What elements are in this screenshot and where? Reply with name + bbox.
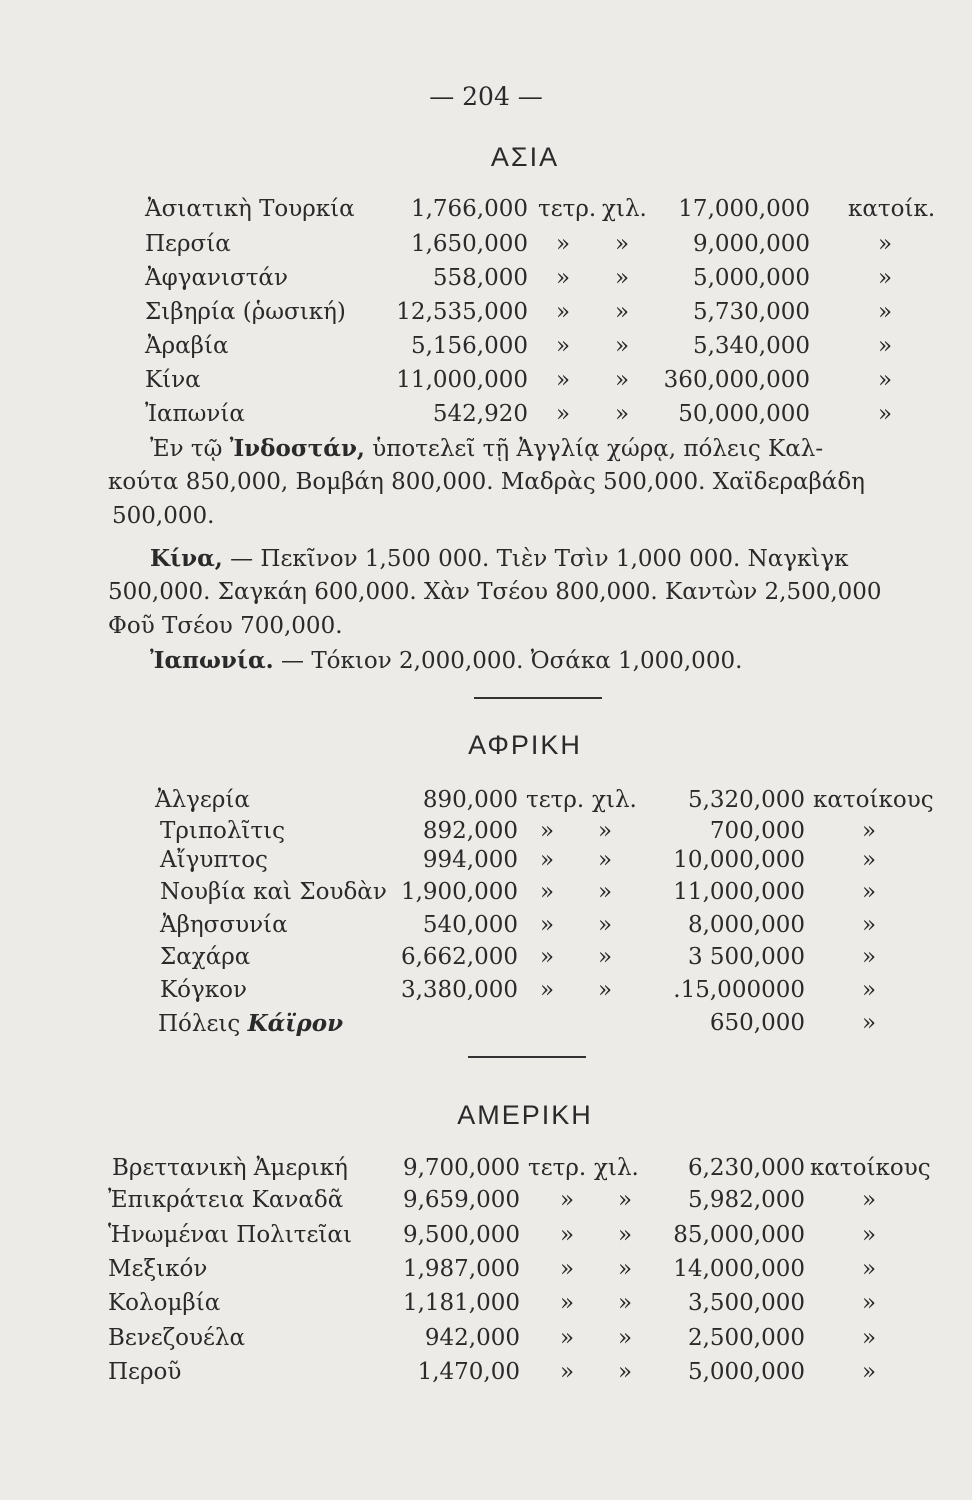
- ditto-mark: »: [598, 818, 613, 844]
- table-row: [0, 1187, 972, 1221]
- japan-title: Ἰαπωνία.: [150, 647, 274, 674]
- area-value: 1,470,00: [417, 1359, 520, 1385]
- ditto-mark: »: [862, 1222, 877, 1248]
- ditto-mark: »: [540, 977, 555, 1003]
- area-value: 3,380,000: [400, 977, 518, 1003]
- area-value: 1,987,000: [402, 1256, 520, 1282]
- area-value: 9,700,000: [402, 1155, 520, 1181]
- area-value: 1,900,000: [400, 879, 518, 905]
- population-value: 5,000,000: [687, 1359, 805, 1385]
- cairo-label: Κάϊρον: [247, 1010, 344, 1037]
- ditto-mark: »: [560, 1359, 575, 1385]
- ditto-mark: »: [862, 1010, 877, 1036]
- country-name: Μεξικόν: [108, 1256, 208, 1282]
- ditto-mark: »: [878, 401, 893, 427]
- ditto-mark: »: [615, 231, 630, 257]
- ditto-mark: »: [618, 1256, 633, 1282]
- area-unit-2: χιλ.: [592, 787, 637, 813]
- country-name: Ἀλγερία: [155, 787, 250, 813]
- table-row: [0, 367, 972, 401]
- ditto-mark: »: [598, 912, 613, 938]
- country-name: Ἀβησσυνία: [160, 912, 288, 938]
- table-row: [0, 977, 972, 1011]
- table-row: [0, 1359, 972, 1393]
- population-value: 6,230,000: [687, 1155, 805, 1181]
- area-value: 11,000,000: [396, 367, 528, 393]
- table-row: [0, 944, 972, 978]
- ditto-mark: »: [560, 1325, 575, 1351]
- table-row: [0, 1155, 972, 1189]
- china-paragraph-line3: Φοῦ Τσέου 700,000.: [108, 613, 343, 639]
- ditto-mark: »: [862, 818, 877, 844]
- ditto-mark: »: [598, 944, 613, 970]
- population-unit: κατοίκους: [810, 1155, 931, 1181]
- ditto-mark: »: [862, 1290, 877, 1316]
- area-value: 892,000: [422, 818, 518, 844]
- area-value: 540,000: [422, 912, 518, 938]
- china-line1-text: — Πεκῖνον 1,500 000. Τιὲν Τσὶν 1,000 000. Ναγκὶγκ: [230, 546, 849, 572]
- area-value: 9,659,000: [402, 1187, 520, 1213]
- ditto-mark: »: [862, 944, 877, 970]
- ditto-mark: »: [560, 1187, 575, 1213]
- area-unit: τετρ.: [528, 1155, 587, 1181]
- india-title: Ἰνδοστάν,: [229, 435, 365, 462]
- country-name: Κολομβία: [108, 1290, 221, 1316]
- country-name: Σιβηρία (ῥωσική): [145, 299, 346, 325]
- table-row: [0, 787, 972, 821]
- table-row: [0, 1290, 972, 1324]
- ditto-mark: »: [878, 231, 893, 257]
- ditto-mark: »: [862, 1256, 877, 1282]
- country-name: Ἡνωμέναι Πολιτεῖαι: [108, 1222, 352, 1248]
- population-value: 5,000,000: [692, 265, 810, 291]
- ditto-mark: »: [556, 367, 571, 393]
- population-value: 10,000,000: [673, 847, 805, 873]
- population-value: 5,340,000: [692, 333, 810, 359]
- ditto-mark: »: [862, 977, 877, 1003]
- china-paragraph-line1: [150, 545, 849, 572]
- ditto-mark: »: [556, 265, 571, 291]
- area-value: 5,156,000: [410, 333, 528, 359]
- ditto-mark: »: [615, 367, 630, 393]
- ditto-mark: »: [598, 977, 613, 1003]
- population-value: 2,500,000: [687, 1325, 805, 1351]
- japan-paragraph: [150, 647, 742, 674]
- ditto-mark: »: [862, 912, 877, 938]
- ditto-mark: »: [560, 1222, 575, 1248]
- ditto-mark: »: [862, 847, 877, 873]
- country-name: Τριπολῖτις: [160, 818, 286, 844]
- ditto-mark: »: [862, 879, 877, 905]
- area-value: 1,181,000: [402, 1290, 520, 1316]
- ditto-mark: »: [618, 1359, 633, 1385]
- ditto-mark: »: [618, 1325, 633, 1351]
- table-row: [0, 1325, 972, 1359]
- area-value: 6,662,000: [400, 944, 518, 970]
- ditto-mark: »: [618, 1187, 633, 1213]
- america-heading: ΑΜΕΡΙΚΗ: [457, 1100, 593, 1130]
- country-name: Ἐπικράτεια Καναδᾶ: [108, 1187, 344, 1213]
- population-value: 50,000,000: [678, 401, 810, 427]
- ditto-mark: »: [556, 333, 571, 359]
- asia-heading: ΑΣΙΑ: [490, 142, 560, 172]
- table-row: [0, 879, 972, 913]
- section-divider: [468, 1056, 586, 1058]
- india-line1-text: ὑποτελεῖ τῇ Ἀγγλίᾳ χώρᾳ, πόλεις Καλ-: [372, 436, 824, 462]
- country-name: Ἀφγανιστάν: [145, 265, 288, 291]
- area-value: 890,000: [422, 787, 518, 813]
- ditto-mark: »: [556, 299, 571, 325]
- ditto-mark: »: [878, 333, 893, 359]
- ditto-mark: »: [878, 367, 893, 393]
- population-value: 5,320,000: [687, 787, 805, 813]
- country-name: [158, 1010, 343, 1037]
- population-value: 8,000,000: [687, 912, 805, 938]
- table-row: [0, 299, 972, 333]
- table-row: [0, 196, 972, 230]
- china-paragraph-line2: 500,000. Σαγκάη 600,000. Χὰν Τσέου 800,000. Καντὼν 2,500,000: [108, 579, 882, 605]
- area-value: 542,920: [432, 401, 528, 427]
- population-value: 85,000,000: [673, 1222, 805, 1248]
- ditto-mark: »: [615, 401, 630, 427]
- country-name: Περοῦ: [108, 1359, 182, 1385]
- ditto-mark: »: [615, 333, 630, 359]
- table-row: [0, 401, 972, 435]
- ditto-mark: »: [560, 1256, 575, 1282]
- area-value: 942,000: [424, 1325, 520, 1351]
- table-row: [0, 1010, 972, 1044]
- population-value: .15,000000: [673, 977, 805, 1003]
- population-value: 5,730,000: [692, 299, 810, 325]
- table-row: [0, 231, 972, 265]
- area-value: 994,000: [422, 847, 518, 873]
- area-value: 1,766,000: [410, 196, 528, 222]
- ditto-mark: »: [556, 401, 571, 427]
- country-name: Κόγκον: [160, 977, 247, 1003]
- area-unit-2: χιλ.: [602, 196, 647, 222]
- china-title: Κίνα,: [150, 545, 223, 572]
- population-value: 650,000: [709, 1010, 805, 1036]
- japan-text: — Τόκιον 2,000,000. Ὀσάκα 1,000,000.: [281, 648, 743, 674]
- area-value: 9,500,000: [402, 1222, 520, 1248]
- ditto-mark: »: [556, 231, 571, 257]
- country-name: Κίνα: [145, 367, 201, 393]
- population-value: 11,000,000: [673, 879, 805, 905]
- table-row: [0, 333, 972, 367]
- population-unit: κατοίκ.: [848, 196, 936, 222]
- ditto-mark: »: [862, 1187, 877, 1213]
- cities-label: Πόλεις: [158, 1011, 241, 1037]
- ditto-mark: »: [598, 879, 613, 905]
- area-unit: τετρ.: [538, 196, 597, 222]
- population-unit: κατοίκους: [813, 787, 934, 813]
- population-value: 5,982,000: [687, 1187, 805, 1213]
- country-name: Σαχάρα: [160, 944, 251, 970]
- page-number: — 204 —: [429, 82, 543, 111]
- ditto-mark: »: [618, 1290, 633, 1316]
- table-row: [0, 1256, 972, 1290]
- country-name: Ἀσιατικὴ Τουρκία: [145, 196, 355, 222]
- country-name: Νουβία καὶ Σουδὰν: [160, 879, 387, 905]
- country-name: Ἀραβία: [145, 333, 229, 359]
- population-value: 9,000,000: [692, 231, 810, 257]
- country-name: Βρεττανικὴ Ἀμερική: [112, 1155, 348, 1181]
- ditto-mark: »: [615, 265, 630, 291]
- ditto-mark: »: [540, 912, 555, 938]
- ditto-mark: »: [618, 1222, 633, 1248]
- ditto-mark: »: [540, 818, 555, 844]
- india-prefix: Ἐν τῷ: [150, 436, 223, 462]
- ditto-mark: »: [878, 265, 893, 291]
- country-name: Βενεζουέλα: [108, 1325, 246, 1351]
- population-value: 3,500,000: [687, 1290, 805, 1316]
- africa-heading: ΑΦΡΙΚΗ: [468, 730, 582, 760]
- population-value: 17,000,000: [678, 196, 810, 222]
- area-unit-2: χιλ.: [594, 1155, 639, 1181]
- table-row: [0, 265, 972, 299]
- ditto-mark: »: [615, 299, 630, 325]
- population-value: 700,000: [709, 818, 805, 844]
- ditto-mark: »: [878, 299, 893, 325]
- table-row: [0, 1222, 972, 1256]
- area-value: 12,535,000: [396, 299, 528, 325]
- india-paragraph-line1: [150, 435, 823, 462]
- country-name: Ἰαπωνία: [145, 401, 245, 427]
- ditto-mark: »: [540, 847, 555, 873]
- area-value: 558,000: [432, 265, 528, 291]
- ditto-mark: »: [540, 879, 555, 905]
- country-name: Αἴγυπτος: [160, 847, 268, 873]
- table-row: [0, 912, 972, 946]
- india-paragraph-line2: κούτα 850,000, Βομβάη 800,000. Μαδρὰς 500,000. Χαϊδεραβάδη: [108, 469, 865, 495]
- ditto-mark: »: [862, 1359, 877, 1385]
- country-name: Περσία: [145, 231, 231, 257]
- population-value: 360,000,000: [663, 367, 810, 393]
- ditto-mark: »: [540, 944, 555, 970]
- ditto-mark: »: [598, 847, 613, 873]
- ditto-mark: »: [862, 1325, 877, 1351]
- ditto-mark: »: [560, 1290, 575, 1316]
- population-value: 14,000,000: [673, 1256, 805, 1282]
- table-row: [0, 847, 972, 881]
- area-value: 1,650,000: [410, 231, 528, 257]
- population-value: 3 500,000: [687, 944, 805, 970]
- area-unit: τετρ.: [526, 787, 585, 813]
- india-paragraph-line3: 500,000.: [112, 503, 215, 529]
- section-divider: [474, 697, 602, 699]
